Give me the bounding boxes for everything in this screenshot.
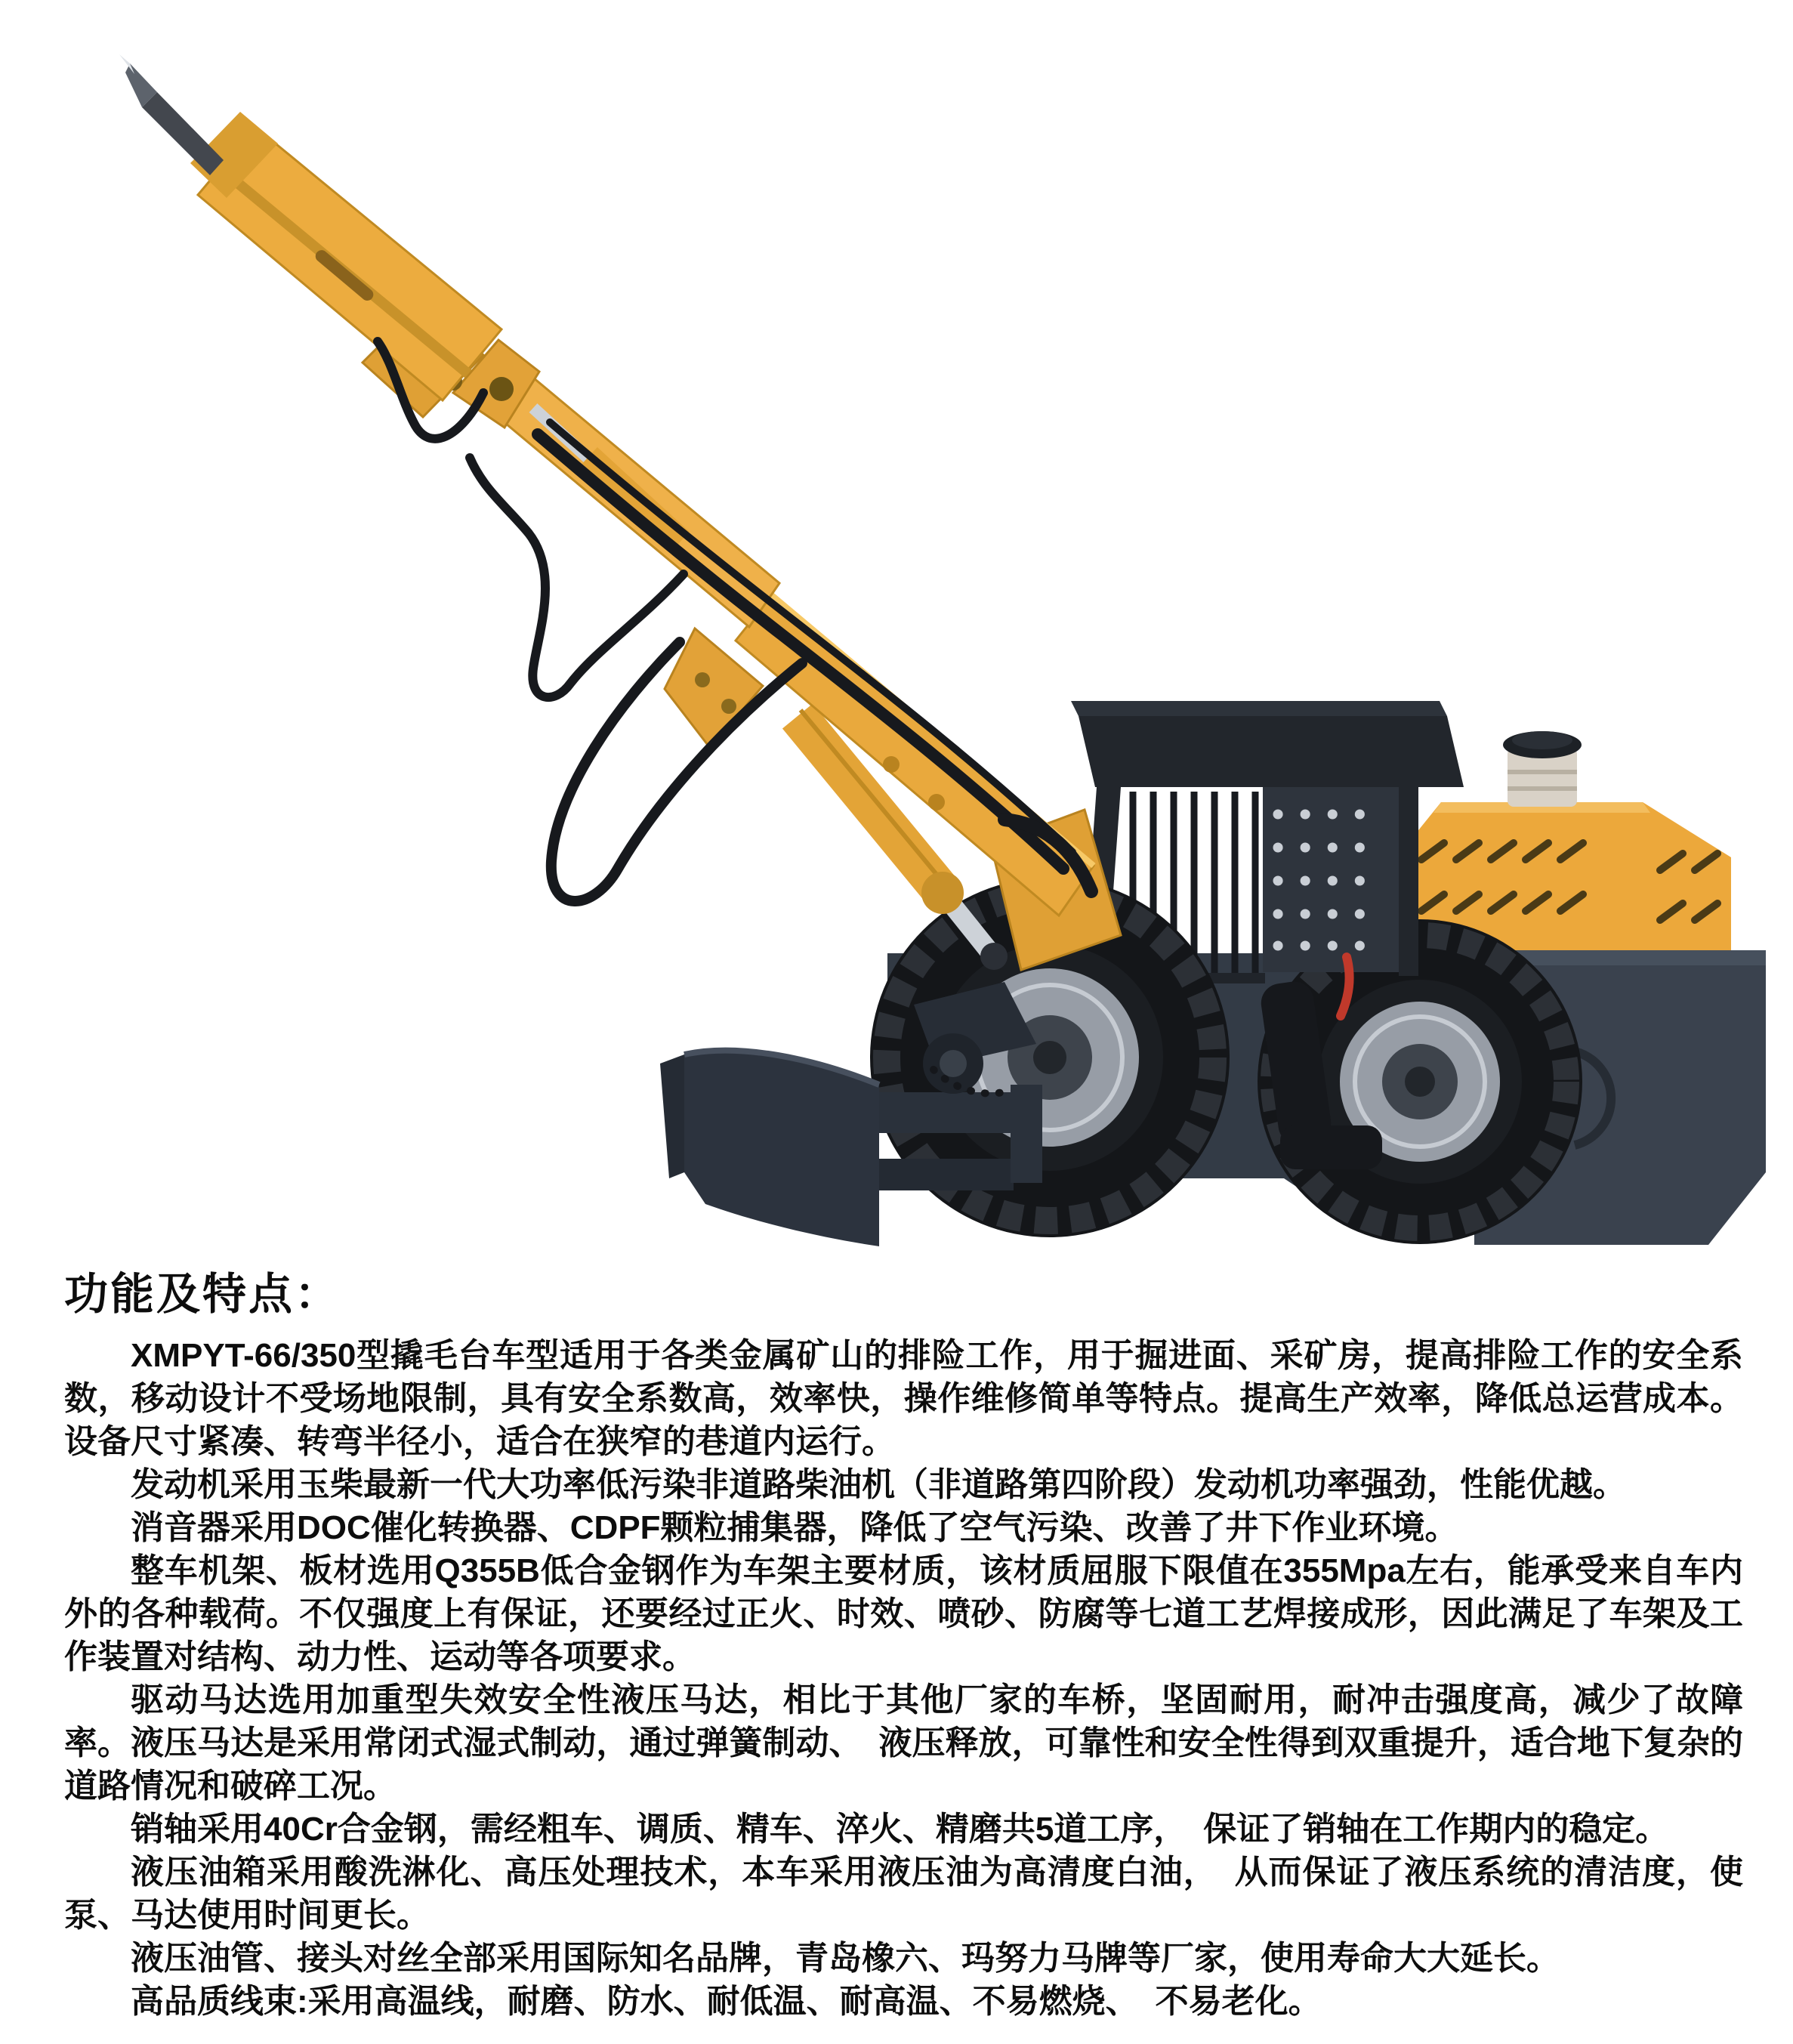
- feature-paragraph: 整车机架、板材选用Q355B低合金钢作为车架主要材质，该材质屈服下限值在355Mpa左右，能承受来自车内外的各种载荷。不仅强度上有保证，还要经过正火、时效、喷砂、防腐等七道工艺焊接成形，因此满足了车架及工作装置对结构、动力性、运动等各项要求。: [64, 1552, 1743, 1675]
- boom-assembly: [119, 54, 1121, 970]
- feature-paragraph: XMPYT-66/350型撬毛台车型适用于各类金属矿山的排险工作，用于掘进面、采矿房，提高排险工作的安全系数，移动设计不受场地限制，具有安全系数高，效率快，操作维修简单等特点。提高生产效率，降低总运营成本。设备尺寸紧凑、转弯半径小，适合在狭窄的巷道内运行。: [64, 1337, 1743, 1460]
- feature-paragraph: 销轴采用40Cr合金钢，需经粗车、调质、精车、淬火、精磨共5道工序， 保证了销轴在工作期内的稳定。: [131, 1811, 1669, 1848]
- air-cleaner: [1503, 731, 1582, 807]
- chisel: [119, 54, 224, 175]
- rear-pillar: [1399, 787, 1418, 976]
- feature-paragraph: 驱动马达选用加重型失效安全性液压马达，相比于其他厂家的车桥，坚固耐用，耐冲击强度高，减少了故障率。液压马达是采用常闭式湿式制动，通过弹簧制动、 液压释放，可靠性和安全性得到双重提升，适合地下复杂的道路情况和破碎工况。: [64, 1681, 1743, 1805]
- feature-paragraph: 液压油管、接头对丝全部采用国际知名品牌，青岛橡六、玛努力马牌等厂家，使用寿命大大延长。: [131, 1940, 1560, 1977]
- feature-paragraph: 消音器采用DOC催化转换器、CDPF颗粒捕集器，降低了空气污染、改善了井下作业环境。: [131, 1509, 1458, 1546]
- feature-paragraph: 高品质线束:采用高温线，耐磨、防水、耐低温、耐高温、不易燃烧、 不易老化。: [131, 1983, 1322, 2020]
- feature-paragraph: 发动机采用玉柴最新一代大功率低污染非道路柴油机（非道路第四阶段）发动机功率强劲，性能优越。: [131, 1466, 1626, 1503]
- hydraulic-breaker: [190, 112, 501, 400]
- feature-paragraphs: [0, 1334, 1793, 2023]
- feature-paragraph: 液压油箱采用酸洗淋化、高压处理技术，本车采用液压油为高清度白油， 从而保证了液压系统的清洁度，使泵、马达使用时间更长。: [64, 1854, 1743, 1934]
- section-heading: 功能及特点：: [64, 1270, 341, 1319]
